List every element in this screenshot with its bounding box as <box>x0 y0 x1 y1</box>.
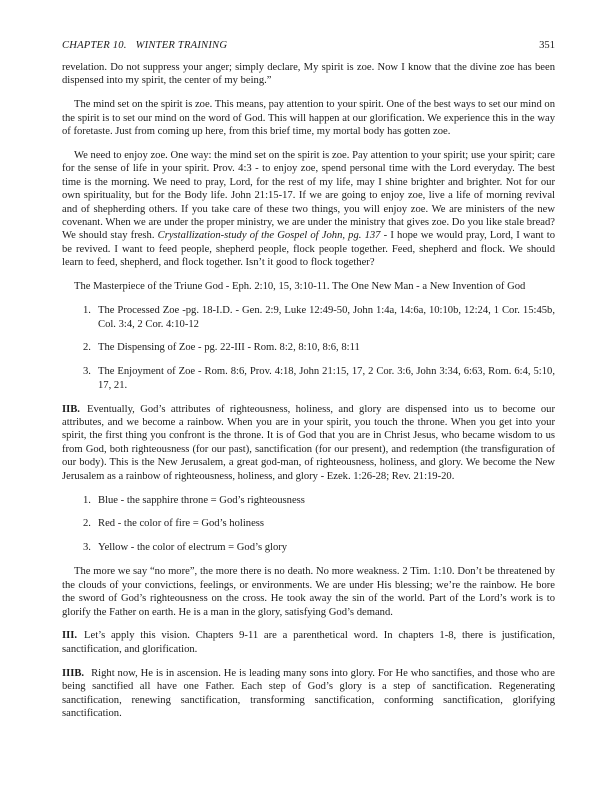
paragraph-no-more: The more we say “no more”, the more there is no death. No more weakness. 2 Tim. 1:10. Don’t be threatened by the clouds of your convictions, feelings, or environments. We are under His blessing; we’re the rainbow. He bore the sword of God’s righteousness on the cross. He took away the sin of the world. Part of the Lord’s work is to glorify the Father on earth. He is a man in the glory, satisfying God’s demand. <box>62 566 555 618</box>
item-text: The Processed Zoe -pg. 18-I.D. - Gen. 2:9, Luke 12:49-50, John 1:4a, 14:6a, 10:10b, 12:24, 1 Cor. 15:45b, Col. 3:4, 2 Cor. 4:10-12 <box>98 305 555 330</box>
zoe-outline-list <box>62 304 555 392</box>
section-iib <box>62 403 555 483</box>
chapter-number: CHAPTER 10. <box>62 40 127 51</box>
list-item-dispensing-of-zoe <box>83 341 555 354</box>
rainbow-colors-list <box>62 494 555 555</box>
section-label: IIB. <box>62 403 80 415</box>
list-item-blue <box>83 494 555 507</box>
paragraph-revelation: revelation. Do not suppress your anger; simply declare, My spirit is zoe. Now I know that the divine zoe has been dispensed into my spirit, the center of my being.” <box>62 62 555 87</box>
running-header <box>62 40 555 51</box>
paragraph-enjoy-zoe <box>62 149 555 270</box>
item-number: 1. <box>83 305 91 317</box>
chapter-title: WINTER TRAINING <box>135 40 228 51</box>
section-text: Let’s apply this vision. Chapters 9-11 are a parenthetical word. In chapters 1-8, there is justification, sanctification, and glorification. <box>62 630 555 655</box>
list-item-processed-zoe <box>83 304 555 331</box>
item-text: The Enjoyment of Zoe - Rom. 8:6, Prov. 4:18, John 21:15, 17, 2 Cor. 3:6, John 3:34, 6:63, Rom. 6:4, 5:10, 17, 21. <box>98 366 555 391</box>
list-item-yellow <box>83 541 555 554</box>
running-header-chapter <box>62 40 227 51</box>
paragraph-masterpiece: The Masterpiece of the Triune God - Eph. 2:10, 15, 3:10-11. The One New Man - a New Invention of God <box>74 281 526 293</box>
item-number: 2. <box>83 518 91 530</box>
section-iii <box>62 629 555 656</box>
item-number: 3. <box>83 366 91 378</box>
enjoy-zoe-text: We need to enjoy zoe. One way: the mind set on the spirit is zoe. Pay attention to your spirit; use your spirit; care for the sense of life in your spirit. Prov. 4:3 - to enjoy zoe, spend personal time with the Lord everyday. The best time is the morning. We need to pray, Lord, for the rest of my life, may I shine brighter and brighter. Not for our own spirituality, but for the Body life. John 21:15-17. If we are going to enjoy zoe, live a life of morning revival and of shepherding others. If you take care of these two things, you will enjoy zoe. We are ministers of the new covenant. When we are under the proper ministry, we are under the ministry that gives zoe. Do you like stale bread? We should stay fresh. <box>62 150 555 242</box>
page-body <box>62 61 555 720</box>
section-label: III. <box>62 630 78 642</box>
paragraph-mind-set: The mind set on the spirit is zoe. This means, pay attention to your spirit. One of the best ways to set our mind on the spirit is to set our mind on the word of God. This will happen at our glorification. We experience this in the way of foretaste. Just from coming up here, from this brief time, my mortal body has gotten zoe. <box>62 99 555 138</box>
enjoy-zoe-text-continued: - I hope we would pray, Lord, I want to be revived. I want to feed people, shepherd people, flock people together. Feed, shepherd and flock. We should learn to feed, shepherd, and flock together. Isn’t it good to flock together? <box>62 230 555 269</box>
page-number: 351 <box>539 40 555 51</box>
book-title-reference: Crystallization-study of the Gospel of John, pg. 137 <box>157 230 381 242</box>
section-label: IIIB. <box>62 667 85 679</box>
section-text: Eventually, God’s attributes of righteousness, holiness, and glory are dispensed into us to become our attributes, and we become a rainbow. When you are in your spirit, you touch the throne. When you get into your spirit, the first thing you confront is the throne. It is of God that you are in Christ Jesus, who became wisdom to us from God, both righteousness (for our past), sanctification (for our present), and redemption (the transfiguration of our body). This is the New Jerusalem, a great god-man, of righteousness, holiness, and glory. We become the New Jerusalem as a rainbow of righteousness, holiness, and glory - Ezek. 1:26-28; Rev. 21:19-20. <box>62 403 555 482</box>
item-number: 2. <box>83 342 91 354</box>
item-number: 3. <box>83 542 91 554</box>
item-text: The Dispensing of Zoe - pg. 22-III - Rom. 8:2, 8:10, 8:6, 8:11 <box>98 342 360 354</box>
item-number: 1. <box>83 494 91 506</box>
item-text: Blue - the sapphire throne = God’s righteousness <box>98 494 305 506</box>
section-text: Right now, He is in ascension. He is leading many sons into glory. For He who sanctifies, and those who are being sanctified all have one Father. Each step of God’s glory is a step of sanctification. Regenerating sanctification, renewing sanctification, transforming sanctification, conforming sanctification, glorifying sanctification. <box>62 667 555 719</box>
item-text: Yellow - the color of electrum = God’s glory <box>98 542 288 554</box>
list-item-enjoyment-of-zoe <box>83 365 555 392</box>
item-text: Red - the color of fire = God’s holiness <box>98 518 265 530</box>
section-iiib <box>62 667 555 721</box>
list-item-red <box>83 517 555 530</box>
